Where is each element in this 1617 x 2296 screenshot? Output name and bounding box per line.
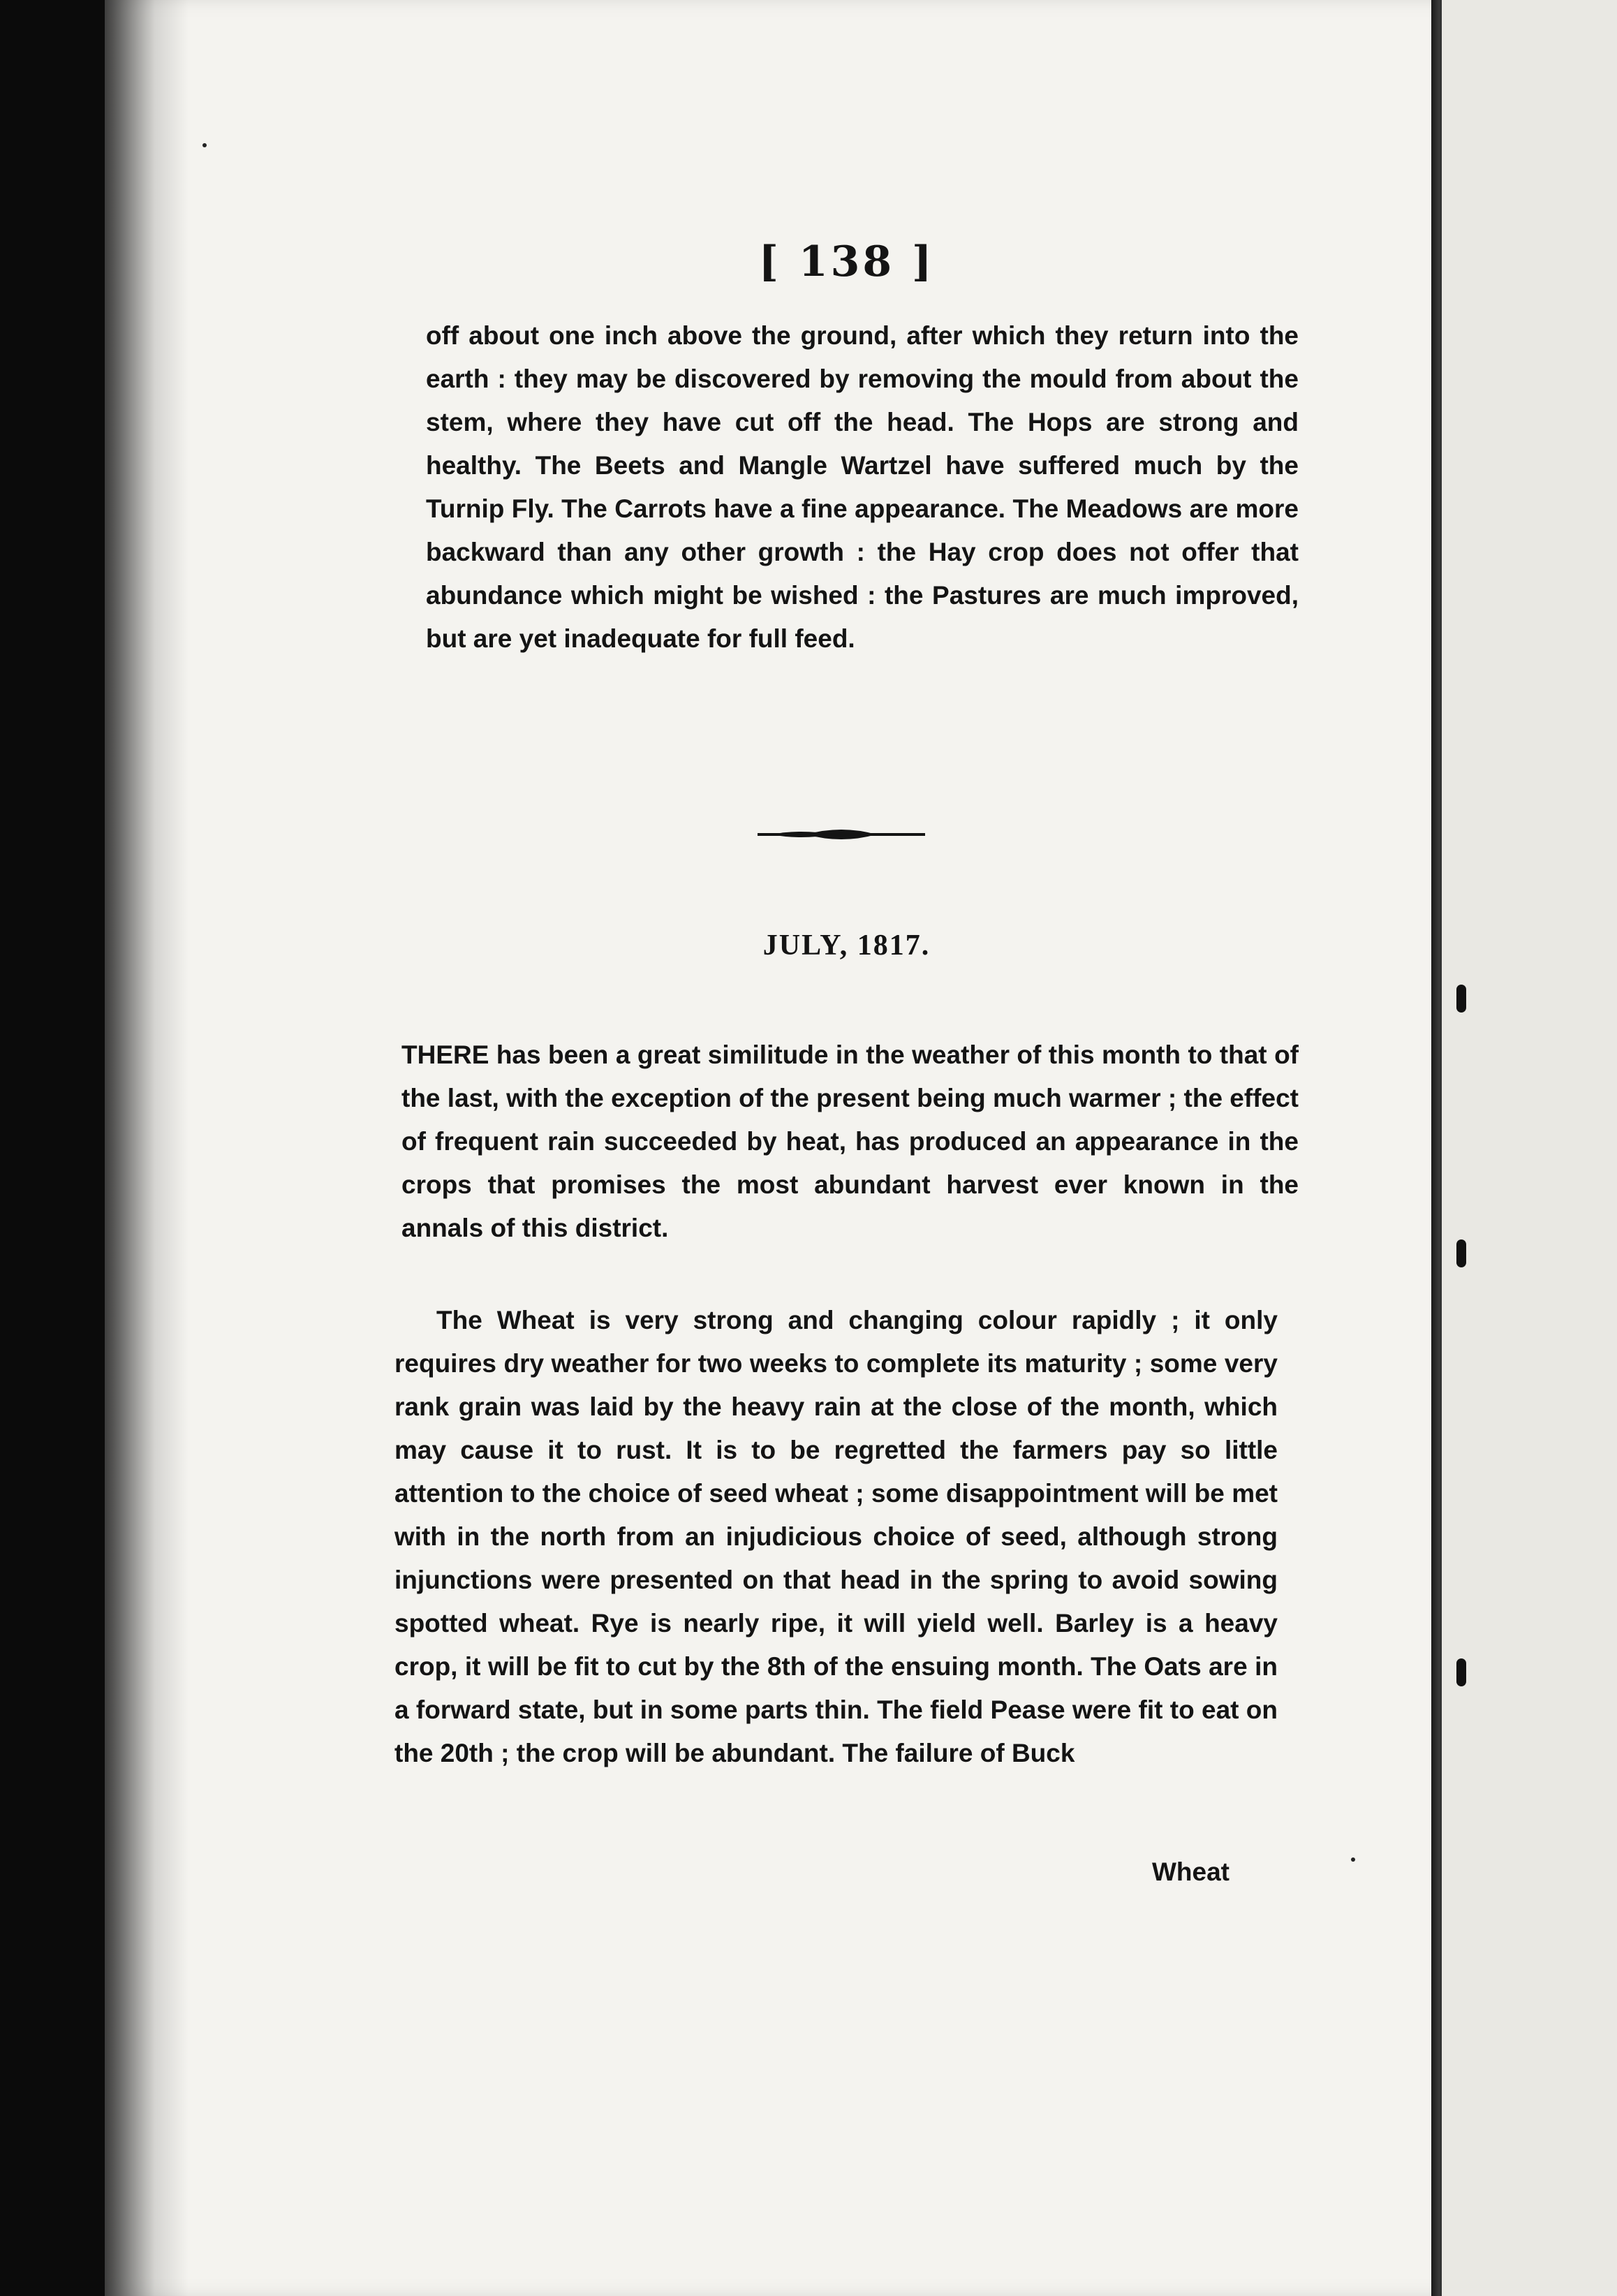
section-heading: JULY, 1817. (762, 929, 931, 962)
scan-speck (202, 143, 207, 147)
page-number: [ 138 ] (758, 237, 935, 286)
binding-shadow (105, 0, 189, 2296)
decorative-rule-ornament-icon (758, 820, 925, 848)
scan-speck (1351, 1857, 1355, 1862)
fold-mark (1456, 1658, 1466, 1686)
body-paragraph: THERE has been a great similitude in the weather of this month to that of the last, with the exception of the present being much warmer ; the effect of frequent rain succeeded by heat, has produced an appearance in the crops that promises the most abundant harvest ever known in the annals of this district. (401, 1040, 1299, 1242)
fold-mark (1456, 985, 1466, 1013)
body-paragraph: The Wheat is very strong and changing colour rapidly ; it only requires dry weather for two weeks to complete its maturity ; some very rank grain was laid by the heavy rain at the close of the month, which may cause it to rust. It is to be regretted the farmers pay so little attention to the choice of seed wheat ; some disappointment will be met with in the north from an injudicious choice of seed, although strong injunctions were presented on that head in the spring to avoid sowing spotted wheat. Rye is nearly ripe, it will yield well. Barley is a heavy crop, it will be fit to cut by the 8th of the ensuing month. The Oats are in a forward state, but in some parts thin. The field Pease were fit to eat on the 20th ; the crop will be abundant. The failure of Buck (394, 1306, 1278, 1767)
continuation-paragraph: off about one inch above the ground, after which they return into the earth : they may be discovered by removing the mould from about the stem, where they have cut off the head. The Hops are strong and healthy. The Beets and Mangle Wartzel have suffered much by the Turnip Fly. The Carrots have a fine appearance. The Meadows are more backward than any other growth : the Hay crop does not offer that abundance which might be wished : the Pastures are much improved, but are yet inadequate for full feed. (426, 321, 1299, 653)
adjacent-page-edge (1442, 0, 1617, 2296)
fold-mark (1456, 1239, 1466, 1267)
catchword: Wheat (1152, 1857, 1230, 1886)
